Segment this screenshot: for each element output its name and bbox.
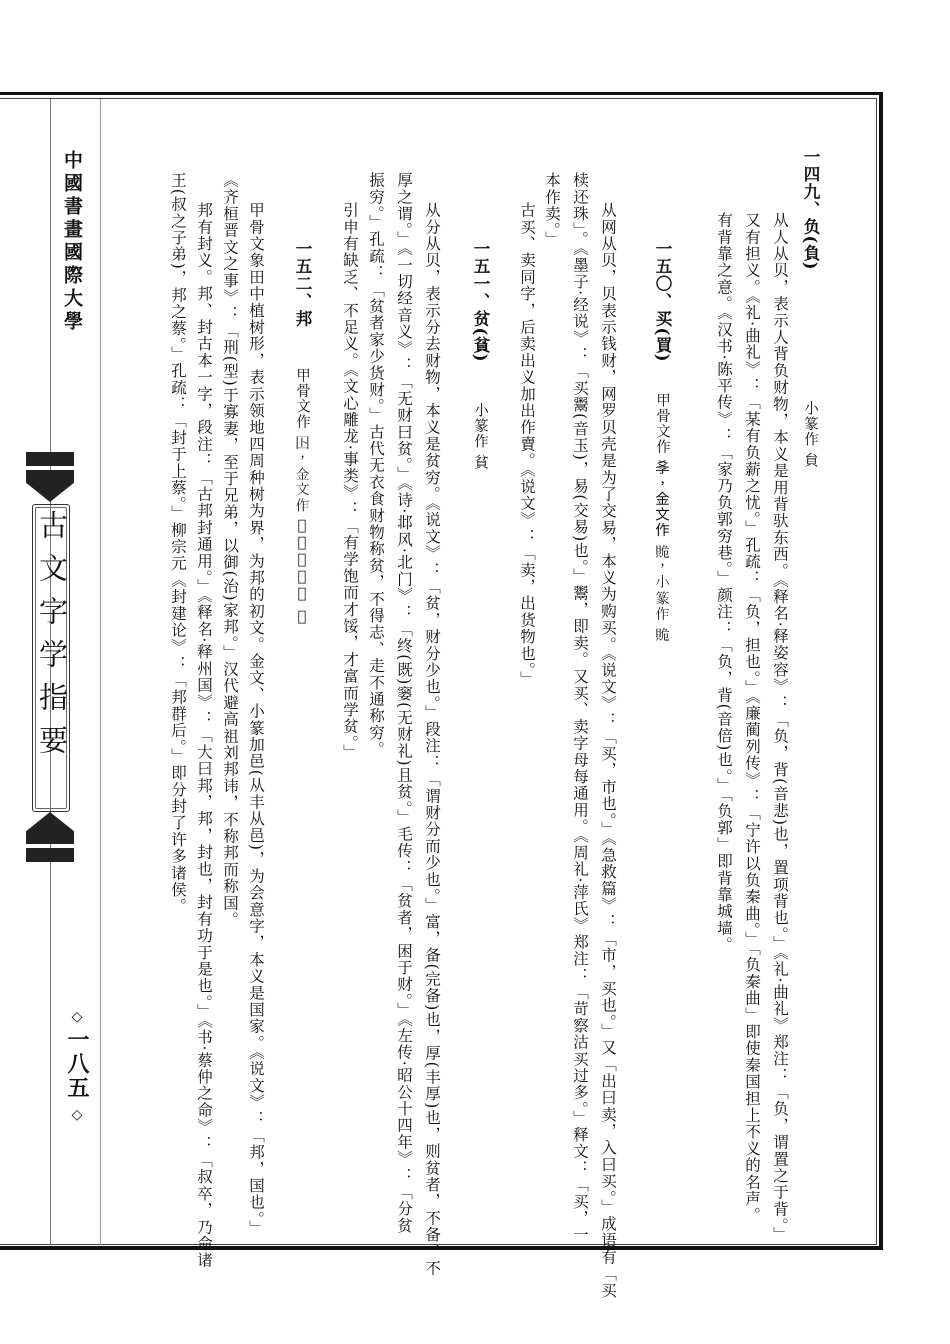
book-title-banner [26, 452, 74, 862]
entry-line: 王(叔之子弟)，邦之蔡。」孔疏：「封于上蔡。」柳宗元《封建论》：「邦群后。」即分封了许多诸侯。 [169, 172, 187, 915]
entry-heading [798, 148, 822, 468]
text-area-rule [100, 99, 101, 1245]
entry-line: 从网从贝，贝表示钱财，网罗贝壳是为了交易，本义为购买。《说文》：「买，市也。」《急救篇》：「市，买也。」又「出曰卖，入曰买。」成语有「买 [599, 202, 617, 1299]
entry-line: 厚之谓。」《一切经音义》：「无财曰贫。」《诗·邶风·北门》：「终(既)窭(无财礼)且贫。」毛传：「贫者，困于财。」《左传·昭公十四年》：「分贫 [395, 172, 413, 1234]
entry-line: 从分从贝，表示分去财物，本义是贫穷。《说文》：「贫，财分少也。」段注：「谓财分而少也。」富，备(完备)也，厚(丰厚)也，则贫者，不备、不 [423, 202, 441, 1277]
entry-line: 本作卖。」 [543, 172, 561, 248]
university-name: 中國書畫國際大學 [61, 150, 83, 334]
book-title: 古文字学指要 [35, 510, 69, 768]
entry-line: 《齐桓晋文之事》：「刑(型)于寡妻，至于兄弟，以御(治)家邦。」汉代避高祖刘邦讳，不称邦而称国。 [221, 172, 239, 929]
page-number: 一八五 [64, 1028, 90, 1100]
banner-cap-top [26, 452, 74, 466]
entry-line: 振穷。」孔疏：「贫者家少货财。」古代无衣食财物称贫，不得志、走不通称穷。 [367, 172, 385, 758]
banner-cap-bottom [26, 848, 74, 862]
diamond-icon: ◇ [71, 1009, 83, 1025]
entry-forms: 甲骨文作 𡆥，金文作 𨛜，小篆作 𨛜 [294, 367, 310, 626]
entry-heading-text: 一五二、邦 [293, 240, 312, 328]
entry-forms: 小篆作 貟 [802, 400, 818, 469]
entry-line: 从人从贝，表示人背负财物，本义是用背驮东西。《释名·释姿容》：「负，背(音悲)也，置项背也。」《礼·曲礼》郑注：「负，谓置之于背。」 [771, 212, 789, 1244]
entry-heading [650, 240, 674, 642]
entry-line: 有背靠之意。《汉书·陈平传》：「家乃负郭穷巷。」颜注：「负，背(音倍)也。」「负郭」即背靠城墙。 [715, 212, 733, 954]
entry-heading-text: 一四九、负(負) [801, 148, 820, 271]
entry-heading-text: 一五一、贫(貧) [471, 240, 490, 363]
entry-line: 古买、卖同字，后卖出义加出作賣。《说文》：「卖，出货物也。」 [518, 202, 536, 688]
entry-heading [468, 240, 492, 470]
entry-heading-text: 一五〇、买(買) [653, 240, 672, 363]
entry-line: 又有担义。《礼·曲礼》：「某有负薪之忧。」孔疏：「负，担也。」《廉蔺列传》：「宁许以负秦曲。」「负秦曲」即使秦国担上不义的名声。 [743, 212, 761, 1224]
entry-line: 椟还珠」。《墨子·经说》：「买鬻(音玉)，易(交易)也。」鬻，即卖。又买、卖字母每通用。《周礼·萍氏》郑注：「苛察沽买过多。」释文：「买，一 [571, 172, 589, 1244]
entry-line: 甲骨文象田中植树形，表示领地四周种树为界，为邦的初文。金文、小篆加邑(从丰从邑)，为会意字，本义是国家。《说文》：「邦，国也。」 [247, 202, 265, 1237]
diamond-icon: ◇ [71, 1107, 83, 1123]
entry-forms: 小篆作 貧 [472, 402, 488, 471]
entry-line: 邦有封义。邦、封古本一字，段注：「古邦封通用。」《释名·释州国》：「大曰邦，邦，封也，封有功于是也。」《书·蔡仲之命》：「叔卒，乃命诸 [195, 202, 213, 1269]
entry-forms: 甲骨文作 𡥈，金文作 𧵥，小篆作 𧵥 [654, 392, 670, 642]
page-number-block [62, 1008, 92, 1124]
banner-band-top [26, 470, 74, 502]
entry-heading [290, 240, 314, 626]
entry-line: 引申有缺乏、不足义。《文心雕龙·事类》：「有学饱而才馁，才富而学贫。」 [341, 202, 359, 761]
banner-band-bottom [26, 812, 74, 844]
